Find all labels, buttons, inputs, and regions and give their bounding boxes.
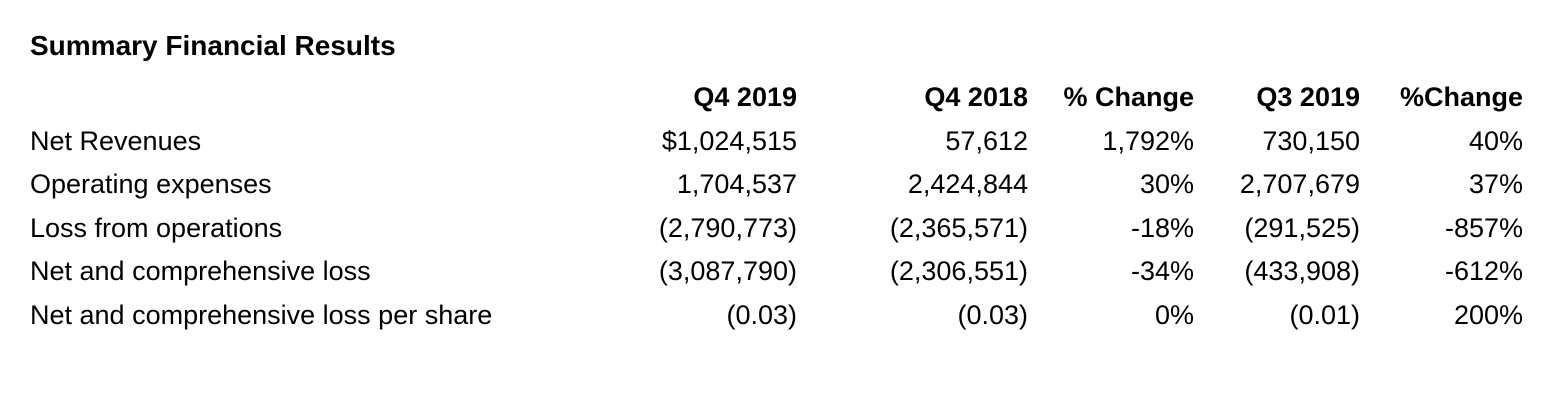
row-label: Net Revenues — [30, 125, 202, 156]
cell-value: 2,707,679 — [1239, 169, 1360, 200]
financial-results-table — [30, 76, 1523, 338]
cell-value: 37% — [1468, 169, 1523, 200]
cell-value: (3,087,790) — [658, 256, 797, 287]
cell-value: (0.03) — [726, 299, 797, 330]
cell-value: (2,790,773) — [658, 212, 797, 243]
cell-value: 1,704,537 — [676, 169, 797, 200]
column-header-pct-change-yoy: % Change — [1063, 82, 1194, 112]
table-row — [30, 120, 1523, 164]
cell-value: (2,365,571) — [889, 212, 1028, 243]
cell-value: (2,306,551) — [889, 256, 1028, 287]
cell-value: -34% — [1130, 256, 1194, 287]
column-header-q4-2019: Q4 2019 — [693, 82, 797, 112]
cell-value: 57,612 — [945, 125, 1028, 156]
cell-value: 0% — [1154, 299, 1194, 330]
cell-value: (0.03) — [957, 299, 1028, 330]
header-row — [30, 76, 1523, 120]
cell-value: (433,908) — [1244, 256, 1360, 287]
cell-value: (0.01) — [1289, 299, 1360, 330]
column-header-label — [30, 76, 600, 120]
row-label: Loss from operations — [30, 212, 283, 243]
table-row — [30, 250, 1523, 294]
column-header-pct-change-qoq: %Change — [1399, 82, 1523, 112]
cell-value: 730,150 — [1262, 125, 1360, 156]
table-row — [30, 207, 1523, 251]
row-label: Net and comprehensive loss — [30, 256, 371, 287]
column-header-q4-2018: Q4 2018 — [924, 82, 1028, 112]
column-header-q3-2019: Q3 2019 — [1256, 82, 1360, 112]
cell-value: 40% — [1468, 125, 1523, 156]
cell-value: $1,024,515 — [661, 125, 797, 156]
cell-value: -612% — [1444, 256, 1523, 287]
row-label: Operating expenses — [30, 169, 272, 200]
cell-value: -857% — [1444, 212, 1523, 243]
cell-value: 30% — [1139, 169, 1194, 200]
cell-value: 200% — [1453, 299, 1523, 330]
cell-value: (291,525) — [1244, 212, 1360, 243]
cell-value: 1,792% — [1102, 125, 1194, 156]
row-label: Net and comprehensive loss per share — [30, 299, 493, 330]
cell-value: 2,424,844 — [907, 169, 1028, 200]
cell-value: -18% — [1130, 212, 1194, 243]
table-title: Summary Financial Results — [30, 30, 396, 61]
table-row — [30, 163, 1523, 207]
table-row — [30, 294, 1523, 338]
